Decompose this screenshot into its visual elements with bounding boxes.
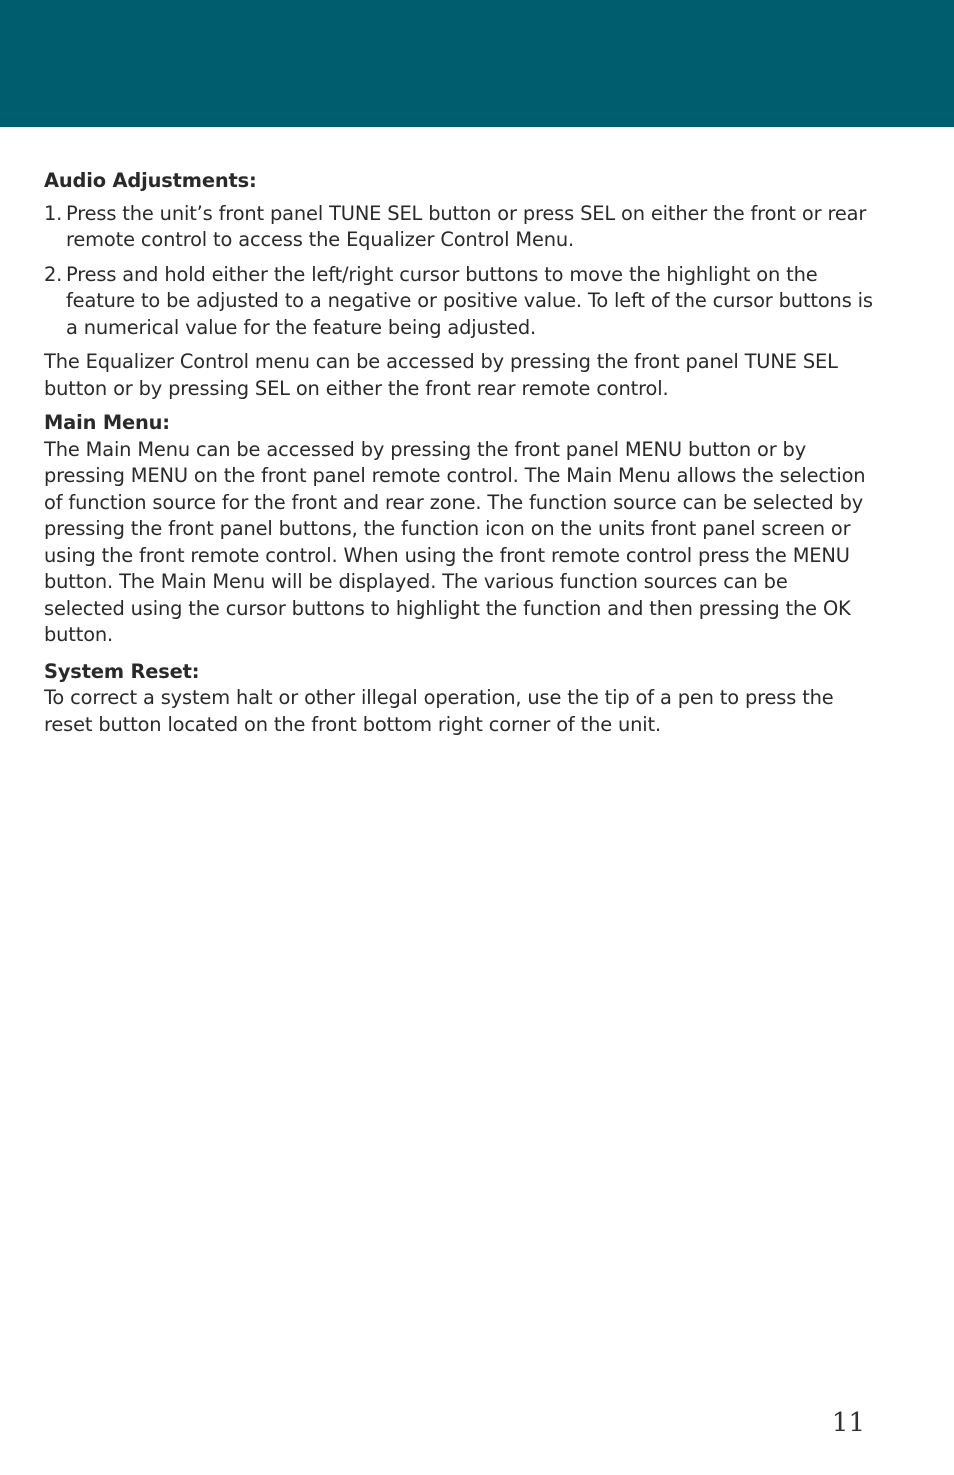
list-item-text: Press the unit’s front panel TUNE SEL button or press SEL on either the front or rear remote control to access the Equalizer Control Menu. — [66, 201, 867, 251]
equalizer-note: The Equalizer Control menu can be accessed by pressing the front panel TUNE SEL button or by pressing SEL on either the front rear remote control. — [44, 350, 838, 400]
system-reset-heading: System Reset: — [44, 659, 200, 683]
list-item-text: Press and hold either the left/right cursor buttons to move the highlight on the feature to be adjusted to a negative or positive value. To left of the cursor buttons is a numerical value for the feature being adjusted. — [66, 262, 873, 339]
audio-adjustments-heading: Audio Adjustments: — [44, 169, 257, 192]
list-item — [44, 262, 874, 342]
list-item-number: 1. — [44, 201, 63, 225]
page-number: 11 — [831, 1408, 865, 1438]
list-item — [44, 201, 874, 254]
main-menu-body: The Main Menu can be accessed by pressing the front panel MENU button or by pressing MENU on the front panel remote control. The Main Menu allows the selection of function source for the front and rear zone. The function source can be selected by pressing the front panel buttons, the function icon on the units front panel screen or using the front remote control. When using the front remote control press the MENU button. The Main Menu will be displayed. The various function sources can be selected using the cursor buttons to highlight the function and then pressing the OK button. — [44, 437, 866, 646]
audio-steps-list — [44, 201, 874, 342]
system-reset-body: To correct a system halt or other illegal operation, use the tip of a pen to press the reset button located on the front bottom right corner of the unit. — [44, 686, 834, 736]
list-item-number: 2. — [44, 262, 63, 286]
main-menu-heading: Main Menu: — [44, 411, 170, 434]
page-content — [44, 168, 874, 738]
header-band — [0, 0, 954, 127]
